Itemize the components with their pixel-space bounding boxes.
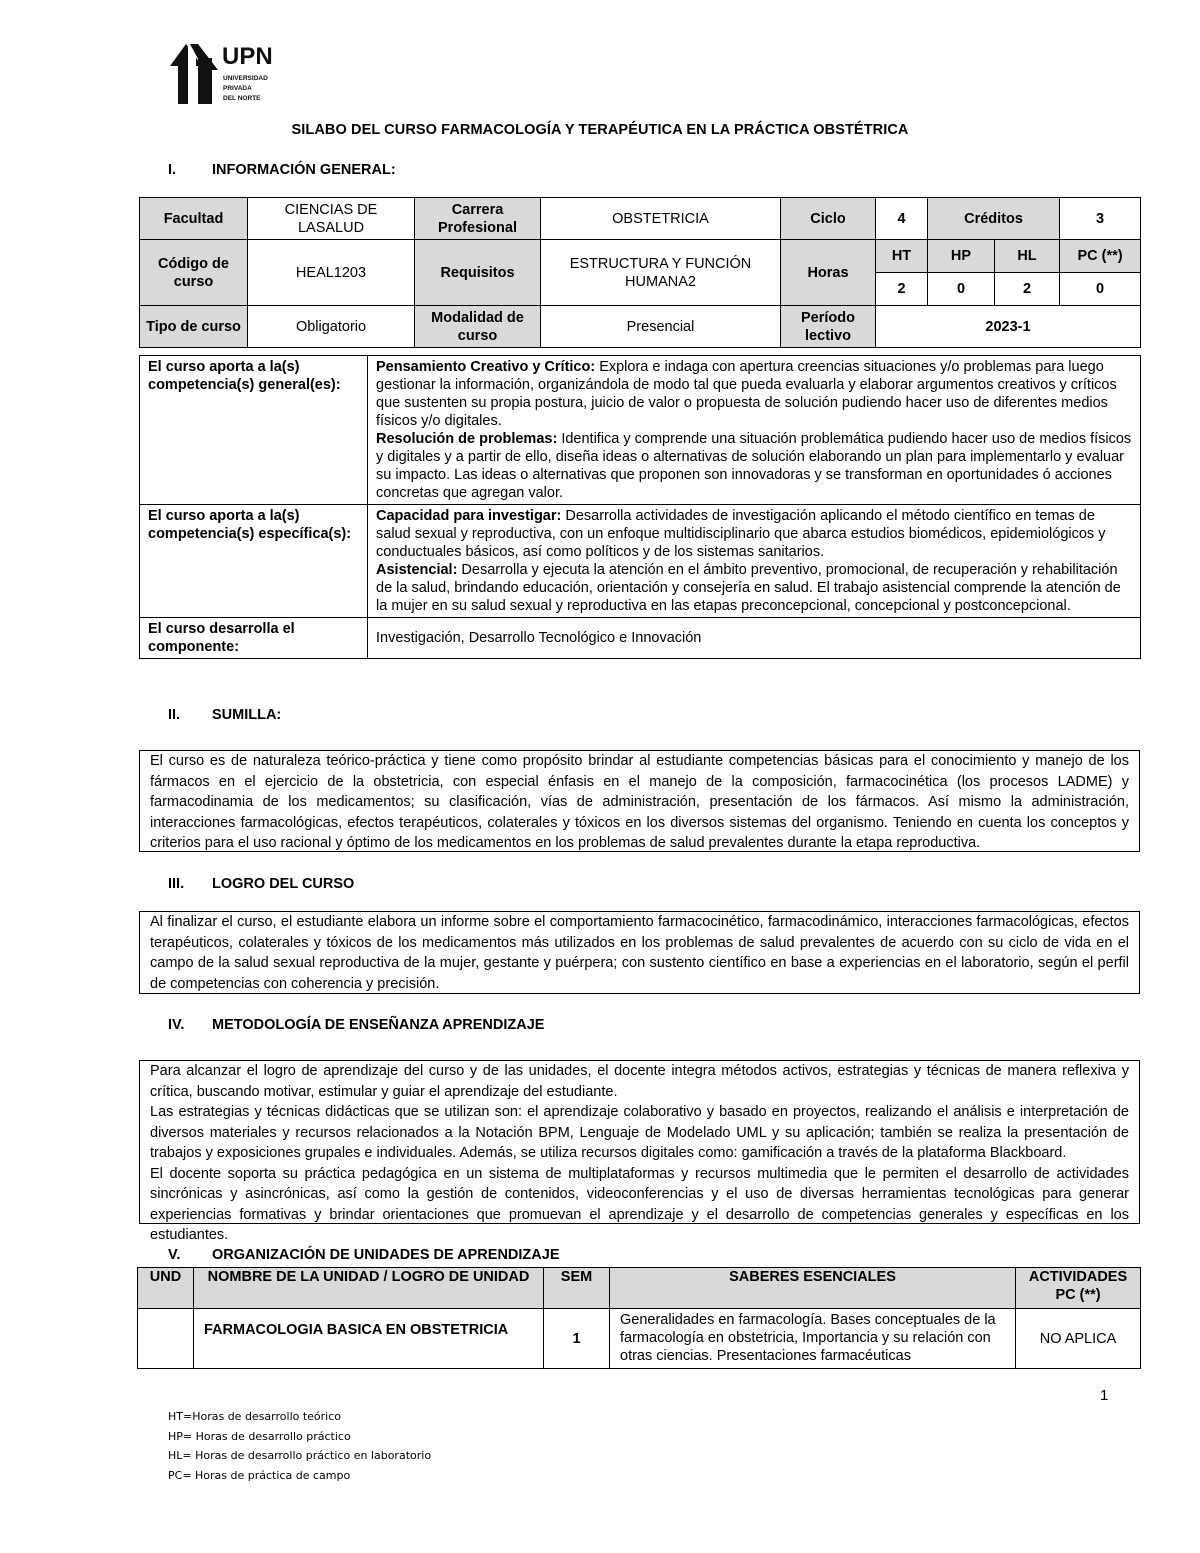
col-sem-header: SEM — [544, 1268, 610, 1309]
footnotes — [168, 1407, 431, 1485]
competencia-especifica-label: El curso aporta a la(s) competencia(s) específica(s): — [140, 505, 368, 618]
asistencial-title: Asistencial: — [376, 562, 458, 578]
ciclo-label: Ciclo — [781, 198, 876, 240]
row-saberes: Generalidades en farmacología. Bases conceptuales de la farmacología en obstetricia, Importancia y su relación con otras ciencias. Presentaciones farmacéuticas — [610, 1309, 1016, 1369]
col-und-header: UND — [138, 1268, 194, 1309]
requisitos-label: Requisitos — [415, 240, 541, 306]
periodo-label: Período lectivo — [781, 306, 876, 348]
investigar-text: Desarrolla actividades de investigación aplicando el método científico en temas de salud sexual y reproductiva, con un enfoque multidisciplinario que abarca estudios biomédicos, epidemiológicos y conductuales básicos, así como políticos y de los sistemas sanitarios. — [376, 508, 1106, 560]
asistencial-text: Desarrolla y ejecuta la atención en el ámbito preventivo, promocional, de recuperación y rehabilitación de la salud, brindando educación, orientación y consejería en salud. El trabajo asistencial comprende la atención de la mujer en su salud sexual y reproductiva en las etapas preconcepcional, concepcional y postconcepcional. — [376, 562, 1121, 614]
facultad-label: Facultad — [140, 198, 248, 240]
section-2-number: II. — [168, 707, 181, 723]
footnote-ht: HT=Horas de desarrollo teórico — [168, 1410, 342, 1423]
row-actividades: NO APLICA — [1016, 1309, 1141, 1369]
facultad-value: CIENCIAS DE LASALUD — [248, 198, 415, 240]
section-4-heading — [168, 1017, 544, 1033]
section-5-heading — [168, 1247, 560, 1263]
upn-logo — [166, 40, 276, 110]
periodo-value: 2023-1 — [876, 306, 1141, 348]
hp-value: 0 — [928, 273, 995, 306]
horas-label: Horas — [781, 240, 876, 306]
metodologia-box — [139, 1060, 1140, 1243]
pc-label: PC (**) — [1060, 240, 1141, 273]
section-4-title: METODOLOGÍA DE ENSEÑANZA APRENDIZAJE — [212, 1017, 545, 1033]
units-table — [137, 1267, 1141, 1369]
carrera-label: Carrera Profesional — [415, 198, 541, 240]
tipo-label: Tipo de curso — [140, 306, 248, 348]
section-1-heading — [168, 162, 396, 178]
logo-subtitle-3: DEL NORTE — [223, 95, 261, 102]
metodologia-paragraph-2: Las estrategias y técnicas didácticas que se utilizan son: el aprendizaje colaborativo y basado en proyectos, realizando el análisis e interpretación de diversos materiales y recursos relacionados a la Notación BPM, Lenguaje de Modelado UML y su aplicación; también se realiza la presentación de trabajos y exposiciones grupales e individuales. Además, se utiliza recursos digitales como: gamificación a través de la plataforma Blackboard. — [150, 1104, 1129, 1161]
metodologia-paragraph-1: Para alcanzar el logro de aprendizaje del curso y de las unidades, el docente integra métodos activos, estrategias y técnicas de manera reflexiva y crítica, buscando motivar, estimular y guiar el aprendizaje del estudiante. — [150, 1063, 1129, 1100]
resolucion-problemas-title: Resolución de problemas: — [376, 431, 558, 447]
table-row — [138, 1309, 1141, 1369]
section-1-title: INFORMACIÓN GENERAL: — [212, 162, 396, 178]
general-info-table — [139, 197, 1141, 348]
section-4-number: IV. — [168, 1017, 185, 1033]
codigo-value: HEAL1203 — [248, 240, 415, 306]
section-2-title: SUMILLA: — [212, 707, 282, 723]
col-saberes-header: SABERES ESENCIALES — [610, 1268, 1016, 1309]
page-number: 1 — [1100, 1387, 1109, 1404]
footnote-hp: HP= Horas de desarrollo práctico — [168, 1429, 351, 1443]
creditos-value: 3 — [1060, 198, 1141, 240]
hl-label: HL — [995, 240, 1060, 273]
section-5-title: ORGANIZACIÓN DE UNIDADES DE APRENDIZAJE — [212, 1247, 560, 1263]
modalidad-label: Modalidad de curso — [415, 306, 541, 348]
footnote-pc: PC= Horas de práctica de campo — [168, 1468, 351, 1482]
tipo-value: Obligatorio — [248, 306, 415, 348]
logo-subtitle-2: PRIVADA — [223, 85, 252, 92]
pensamiento-critico-title: Pensamiento Creativo y Crítico: — [376, 359, 596, 375]
logro-box: Al finalizar el curso, el estudiante elabora un informe sobre el comportamiento farmacocinético, farmacodinámico, interacciones farmacológicas, efectos terapéuticos, colaterales y tóxicos de los medicamentos más utilizados en los problemas de salud prevalentes de acuerdo con su ciclo de vida en el campo de la salud sexual reproductiva de la mujer, gestante y puérpera; con sustento científico en base a experiencias en el laboratorio, según el perfil de competencias con coherencia y precisión. — [139, 911, 1140, 994]
row-und — [138, 1309, 194, 1369]
section-2-heading — [168, 707, 281, 723]
section-3-number: III. — [168, 876, 185, 892]
competencia-general-content — [368, 356, 1141, 505]
col-nombre-header: NOMBRE DE LA UNIDAD / LOGRO DE UNIDAD — [194, 1268, 544, 1309]
competencias-table — [139, 355, 1141, 659]
row-sem: 1 — [544, 1309, 610, 1369]
section-3-title: LOGRO DEL CURSO — [212, 876, 355, 892]
ciclo-value: 4 — [876, 198, 928, 240]
competencia-general-label: El curso aporta a la(s) competencia(s) general(es): — [140, 356, 368, 505]
ht-label: HT — [876, 240, 928, 273]
section-3-heading — [168, 876, 354, 892]
resolucion-problemas-text: Identifica y comprende una situación problemática pudiendo hacer uso de medios físicos y digitales y a partir de ello, diseña ideas o alternativas de solución elaborando un plan para implementarlo y evaluar su impacto. Las ideas o alternativas que proponen son innovadoras y se transforman en oportunidades ó acciones concretas que agregan valor. — [376, 431, 1132, 501]
hp-label: HP — [928, 240, 995, 273]
logo-text: UPN — [222, 43, 273, 70]
metodologia-paragraph-3: El docente soporta su práctica pedagógica en un sistema de multiplataformas y recursos multimedia que le permiten el desarrollo de actividades sincrónicas y asincrónicas, así como la gestión de contenidos, videoconferencias y el uso de diversas herramientas tecnológicas para generar experiencias formativas y brindar orientaciones que promuevan el aprendizaje y el desarrollo de competencias generales y específicas en los estudiantes. — [150, 1165, 1129, 1243]
pensamiento-critico-text: Explora e indaga con apertura creencias situaciones y/o problemas para luego gestionar la información, organizándola de modo tal que pueda evaluarla y elaborar argumentos creativos y críticos que sustenten su propia postura, juicio de valor o propuesta de solución pudiendo hacer uso de diferentes medios físicos y/o digitales. — [376, 359, 1117, 429]
competencia-especifica-content — [368, 505, 1141, 618]
hl-value: 2 — [995, 273, 1060, 306]
componente-label: El curso desarrolla el componente: — [140, 618, 368, 659]
requisitos-value: ESTRUCTURA Y FUNCIÓN HUMANA2 — [541, 240, 781, 306]
componente-value: Investigación, Desarrollo Tecnológico e Innovación — [368, 618, 1141, 659]
modalidad-value: Presencial — [541, 306, 781, 348]
ht-value: 2 — [876, 273, 928, 306]
document-title: SILABO DEL CURSO FARMACOLOGÍA Y TERAPÉUTICA EN LA PRÁCTICA OBSTÉTRICA — [291, 122, 909, 138]
carrera-value: OBSTETRICIA — [541, 198, 781, 240]
investigar-title: Capacidad para investigar: — [376, 508, 562, 524]
footnote-hl: HL= Horas de desarrollo práctico en laboratorio — [168, 1449, 432, 1462]
logo-subtitle-1: UNIVERSIDAD — [223, 75, 268, 82]
section-1-number: I. — [168, 162, 177, 178]
codigo-label: Código de curso — [140, 240, 248, 306]
pc-value: 0 — [1060, 273, 1141, 306]
upn-logo-mark — [166, 40, 276, 110]
col-actividades-header: ACTIVIDADES PC (**) — [1016, 1268, 1141, 1309]
row-nombre: FARMACOLOGIA BASICA EN OBSTETRICIA — [194, 1309, 544, 1369]
creditos-label: Créditos — [928, 198, 1060, 240]
section-5-number: V. — [168, 1247, 181, 1263]
sumilla-box: El curso es de naturaleza teórico-práctica y tiene como propósito brindar al estudiante competencias básicas para el conocimiento y manejo de los fármacos en el ejercicio de la obstetricia, con especial énfasis en el manejo de la composición, farmacocinética (los procesos LADME) y farmacodinamia de los medicamentos; su clasificación, vías de administración, presentación de los fármacos. Así mismo la administración, interacciones farmacológicas, efectos terapéuticos, colaterales y tóxicos en los diversos sistemas del organismo. Teniendo en cuenta los conceptos y criterios para el uso racional y óptimo de los medicamentos en los problemas de salud prevalentes durante la etapa reproductiva. — [139, 750, 1140, 852]
